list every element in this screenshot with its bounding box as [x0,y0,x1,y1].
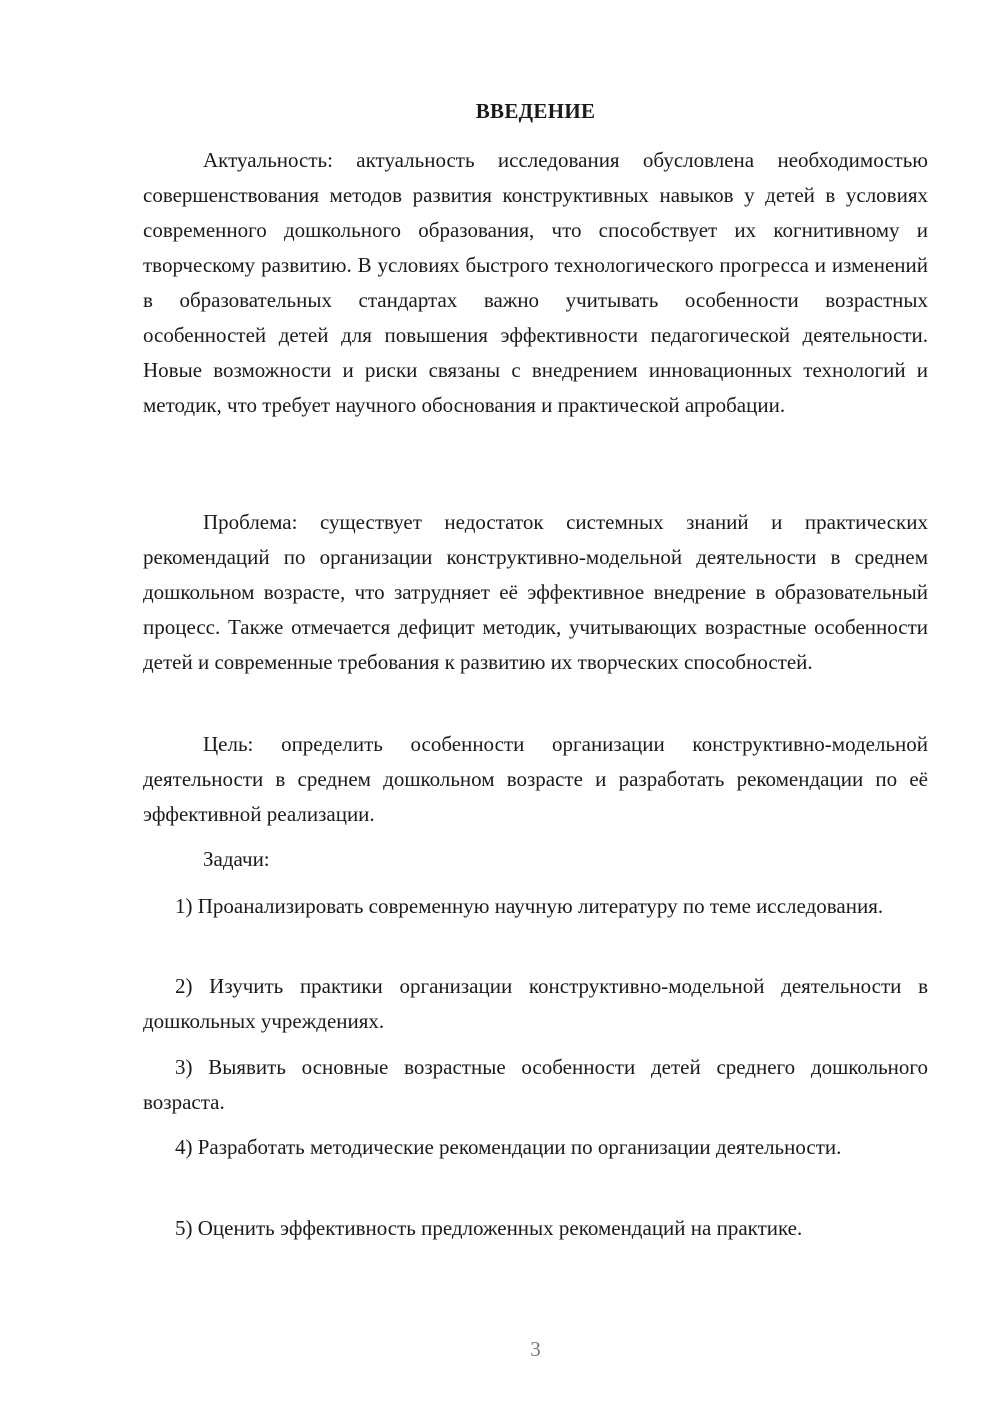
paragraph-tasks-heading: Задачи: [203,847,270,871]
document-page [143,0,928,1414]
paragraph-relevance: Актуальность: актуальность исследования обусловлена необходимостью совершенствования методов развития конструктивных навыков у детей в условиях современного дошкольного образования, что способствует их когнитивному и творческому развитию. В условиях быстрого технологического прогресса и изменений в образовательных стандартах важно учитывать особенности возрастных особенностей детей для повышения эффективности педагогической деятельности. Новые возможности и риски связаны с внедрением инновационных технологий и методик, что требует научного обоснования и практической апробации. [143,148,928,417]
section-title: ВВЕДЕНИЕ [475,99,596,123]
paragraph-goal: Цель: определить особенности организации конструктивно-модельной деятельности в среднем дошкольном возрасте и разработать рекомендации по её эффективной реализации. [143,732,928,826]
page-number: 3 [530,1337,541,1361]
task-item-5: 5) Оценить эффективность предложенных рекомендаций на практике. [175,1216,803,1240]
paragraph-problem: Проблема: существует недостаток системных знаний и практических рекомендаций по организации конструктивно-модельной деятельности в среднем дошкольном возрасте, что затрудняет её эффективное внедрение в образовательный процесс. Также отмечается дефицит методик, учитывающих возрастные особенности детей и современные требования к развитию их творческих способностей. [143,510,928,674]
task-item-4: 4) Разработать методические рекомендации по организации деятельности. [175,1135,842,1159]
task-item-1: 1) Проанализировать современную научную литературу по теме исследования. [175,894,884,918]
task-item-3: 3) Выявить основные возрастные особенности детей среднего дошкольного возраста. [143,1055,928,1114]
task-item-2: 2) Изучить практики организации конструктивно-модельной деятельности в дошкольных учреждениях. [143,974,928,1033]
